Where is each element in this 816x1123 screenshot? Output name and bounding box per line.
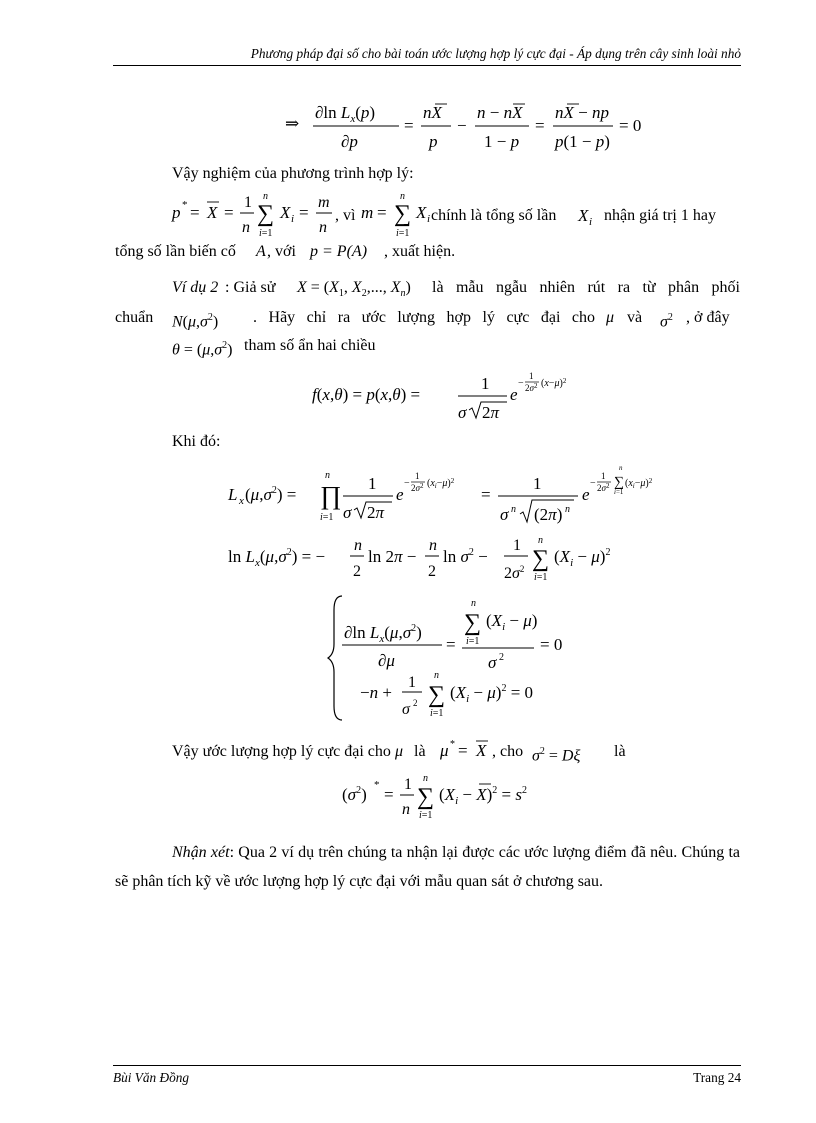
footer-rule bbox=[113, 1065, 741, 1066]
svg-text:(xi−μ)2: $(x_i-\mu)^2$ bbox=[625, 477, 653, 490]
conclusion-mu: μ bbox=[395, 743, 404, 760]
svg-text:n − nX: n − nX bbox=[477, 103, 523, 122]
svg-text:(Xi − μ)2 = 0: $(X_i - \mu)^2 = 0$ bbox=[450, 683, 534, 705]
svg-text:1: 1 bbox=[529, 371, 534, 381]
svg-text:−: − bbox=[590, 478, 596, 489]
svg-text:n: n bbox=[471, 598, 476, 609]
svg-text:1: 1 bbox=[415, 471, 420, 481]
svg-text:−n +: −n + bbox=[360, 683, 392, 702]
symbol-xi bbox=[578, 204, 600, 230]
svg-text:n: n bbox=[423, 773, 428, 784]
svg-text:X: X bbox=[416, 203, 427, 222]
svg-text:=: = bbox=[481, 485, 491, 504]
svg-text:= 0: = 0 bbox=[619, 116, 642, 135]
svg-text:p: p bbox=[172, 203, 181, 222]
svg-text:i=1: i=1 bbox=[614, 488, 624, 496]
svg-text:2: 2 bbox=[499, 652, 504, 663]
svg-text:i: i bbox=[291, 213, 295, 225]
remark-text: : Qua 2 ví dụ trên chúng ta nhận lại được các ước lượng điểm đã nêu. Chúng ta sẽ phân tích kỹ về ước lượng hợp lý cực đại với mẫu quan sát ở chương sau. bbox=[115, 844, 740, 890]
svg-text:(Xi − μ): $(X_i - \mu)$ bbox=[486, 611, 538, 633]
svg-text:(μ,σ2) =: $(\mu,\sigma^2)$ = bbox=[245, 485, 297, 504]
equation-log-likelihood bbox=[228, 534, 628, 594]
example-text-1: : Giả sử bbox=[225, 279, 276, 296]
svg-text:p: p bbox=[429, 132, 438, 151]
svg-text:= 0: = 0 bbox=[540, 635, 563, 654]
count-text-1: chính là tổng số lần bbox=[431, 207, 557, 224]
svg-text:1: 1 bbox=[408, 674, 416, 691]
khi-do-label: Khi đó: bbox=[172, 433, 221, 450]
count-text-2: nhận giá trị 1 hay bbox=[604, 207, 716, 224]
svg-text:∑: ∑ bbox=[464, 610, 482, 636]
svg-text:1: 1 bbox=[244, 194, 252, 211]
svg-text:x: x bbox=[239, 495, 244, 507]
svg-text:nX: nX bbox=[423, 103, 442, 122]
svg-text:=: = bbox=[446, 635, 456, 654]
svg-text:∑: ∑ bbox=[614, 475, 624, 490]
svg-text:i=1: i=1 bbox=[259, 228, 273, 239]
svg-text:i: i bbox=[589, 216, 593, 228]
svg-text:−: − bbox=[404, 478, 410, 489]
theta-def: $\theta = (\mu,\sigma^2)$ bbox=[172, 340, 233, 359]
conclusion-3: , cho bbox=[492, 743, 524, 760]
svg-text:n: n bbox=[400, 191, 405, 202]
svg-text:1: 1 bbox=[601, 471, 606, 481]
svg-text:∂ln Lx(p): ∂ln $L_x(p)$ bbox=[315, 103, 376, 125]
svg-text:*: * bbox=[374, 779, 380, 791]
svg-text:∑: ∑ bbox=[257, 201, 275, 227]
svg-text:n: n bbox=[538, 535, 543, 546]
remark-label: Nhận xét bbox=[172, 844, 230, 861]
event-line-1: tổng số lần biến cố bbox=[115, 243, 236, 260]
conclusion-1: Vậy ước lượng hợp lý cực đại cho bbox=[172, 743, 391, 760]
svg-text:(x−μ)2: $(x-\mu)^2$ bbox=[541, 377, 567, 389]
svg-text:e: e bbox=[396, 485, 404, 504]
footer-page-number: Trang 24 bbox=[693, 1070, 741, 1085]
svg-text:σ: σ bbox=[458, 403, 467, 422]
running-header: Phương pháp đại số cho bài toán ước lượng hợp lý cực đại - Áp dụng trên cây sinh loài nhỏ bbox=[250, 46, 741, 61]
svg-text:2σ2: $2\sigma^2$ bbox=[525, 382, 538, 393]
svg-text:n: n bbox=[619, 464, 623, 472]
svg-text:n: n bbox=[325, 470, 330, 481]
conclusion-4: là bbox=[614, 743, 626, 760]
svg-text:1 − p: 1 − p bbox=[484, 132, 520, 151]
svg-text:n: n bbox=[429, 537, 437, 554]
example-text-5: và bbox=[627, 309, 643, 326]
svg-text:i=1: i=1 bbox=[396, 228, 410, 239]
example-text-3: chuẩn bbox=[115, 309, 154, 326]
svg-text:1: 1 bbox=[368, 474, 377, 493]
equation-density bbox=[312, 364, 612, 424]
svg-text:n: n bbox=[319, 219, 327, 236]
svg-text:=: = bbox=[377, 203, 387, 222]
svg-text:2σ2: $2\sigma^2$ bbox=[411, 482, 424, 493]
mu-symbol: μ bbox=[606, 309, 615, 326]
equation-variance-estimate bbox=[342, 772, 562, 828]
svg-text:∂μ: ∂μ bbox=[378, 651, 395, 670]
svg-text:1: 1 bbox=[481, 374, 490, 393]
header-rule bbox=[113, 65, 741, 66]
svg-text:σ: σ bbox=[402, 701, 410, 718]
example-text-2: là mẫu ngẫu nhiên rút ra từ phân phối bbox=[432, 279, 740, 296]
svg-text:∑: ∑ bbox=[417, 784, 435, 810]
equation-likelihood bbox=[228, 456, 688, 536]
svg-text:⇒: ⇒ bbox=[285, 114, 300, 133]
svg-text:i=1: i=1 bbox=[466, 636, 480, 647]
svg-text:n: n bbox=[434, 670, 439, 681]
svg-text:=: = bbox=[535, 116, 545, 135]
svg-text:2π: 2π bbox=[367, 503, 385, 522]
example-text-7: tham số ẩn hai chiều bbox=[244, 337, 376, 354]
equation-system bbox=[330, 592, 620, 727]
svg-text:∂ln Lx(μ,σ2): ∂ln $L_x(\mu,\sigma^2)$ bbox=[344, 623, 422, 645]
remark-paragraph bbox=[115, 838, 740, 896]
svg-text:X: X bbox=[207, 203, 218, 222]
sample-vector: $X = (X_1$, $X_2$,..., $X_n$) bbox=[297, 279, 411, 300]
svg-text:e: e bbox=[582, 485, 590, 504]
svg-text:i=1: i=1 bbox=[430, 708, 444, 719]
svg-text:=: = bbox=[190, 203, 200, 222]
svg-text:=: = bbox=[384, 785, 394, 804]
svg-text:σ: σ bbox=[488, 653, 497, 672]
event-probability: p = P(A) bbox=[310, 243, 368, 260]
svg-text:m: m bbox=[318, 194, 330, 211]
svg-text:1: 1 bbox=[404, 776, 412, 793]
svg-text:∏: ∏ bbox=[320, 481, 342, 510]
example-text-4: . Hãy chỉ ra ước lượng hợp lý cực đại cho bbox=[253, 309, 595, 326]
svg-text:n: n bbox=[565, 504, 570, 515]
svg-text:=: = bbox=[458, 741, 468, 760]
svg-text:ln Lx(μ,σ2) = −: $\ln L_x(\mu,\sigma^2)$ = − bbox=[228, 547, 326, 569]
svg-text:n: n bbox=[402, 801, 410, 818]
svg-text:2: 2 bbox=[428, 563, 436, 580]
svg-text:i: i bbox=[427, 213, 431, 225]
svg-text:−: − bbox=[518, 378, 524, 389]
normal-dist: $N(\mu,\sigma^2)$ bbox=[172, 312, 219, 331]
svg-text:f(x,θ) = p(x,θ) =: f(x,θ) = p(x,θ) = bbox=[312, 385, 421, 404]
sigma2-symbol: $\sigma^2$ bbox=[660, 312, 673, 331]
svg-text:i=1: i=1 bbox=[320, 512, 334, 523]
example-text-6: , ở đây bbox=[686, 309, 730, 326]
svg-text:−: − bbox=[457, 116, 467, 135]
svg-text:i=1: i=1 bbox=[419, 810, 433, 821]
svg-text:m: m bbox=[361, 203, 374, 222]
event-line-3: , xuất hiện. bbox=[384, 243, 456, 260]
svg-text:n: n bbox=[354, 537, 362, 554]
conclusion-2: là bbox=[414, 743, 426, 760]
svg-text:X: X bbox=[578, 206, 589, 225]
svg-text:2σ2: $2\sigma^2$ bbox=[597, 482, 610, 493]
svg-text:2π: 2π bbox=[482, 403, 500, 422]
equation-derivative bbox=[285, 98, 642, 154]
vi-text: , vì bbox=[335, 207, 356, 224]
svg-text:1: 1 bbox=[513, 537, 521, 554]
svg-text:2σ2: $2\sigma^2$ bbox=[504, 564, 525, 582]
svg-text:2: 2 bbox=[353, 563, 361, 580]
svg-text:μ: μ bbox=[440, 741, 449, 760]
svg-text:1: 1 bbox=[533, 474, 542, 493]
svg-text:e: e bbox=[510, 385, 518, 404]
event-symbol: A bbox=[256, 243, 266, 260]
svg-text:p(1 − p): p(1 − p) bbox=[555, 132, 610, 151]
likelihood-root-label: Vậy nghiệm của phương trình hợp lý: bbox=[172, 165, 414, 182]
svg-text:n: n bbox=[511, 504, 516, 515]
svg-text:(σ2): $(\sigma^2)$ bbox=[342, 785, 367, 804]
svg-text:=: = bbox=[224, 203, 234, 222]
example-label: Ví dụ 2 bbox=[172, 279, 219, 296]
svg-text:L: L bbox=[228, 485, 238, 504]
svg-text:nX − np: nX − np bbox=[555, 103, 609, 122]
svg-text:i=1: i=1 bbox=[534, 572, 548, 583]
svg-text:=: = bbox=[299, 203, 309, 222]
svg-text:X: X bbox=[476, 741, 487, 760]
svg-text:*: * bbox=[450, 739, 455, 750]
svg-text:∑: ∑ bbox=[532, 546, 550, 572]
svg-text:∑: ∑ bbox=[428, 682, 446, 708]
svg-text:∑: ∑ bbox=[394, 201, 412, 227]
svg-text:*: * bbox=[182, 199, 188, 211]
event-line-2: , với bbox=[267, 243, 296, 260]
svg-text:=: = bbox=[404, 116, 414, 135]
svg-text:n: n bbox=[242, 219, 250, 236]
svg-text:ln σ2 −: $\ln \sigma^2$ − bbox=[443, 547, 488, 566]
svg-text:n: n bbox=[263, 191, 268, 202]
conclusion-variance: $\sigma^2 = D\xi$ bbox=[532, 746, 581, 765]
svg-text:(Xi − X)2 = s2: $(X_i - X)^2 = s^2$ bbox=[439, 785, 527, 807]
footer-author: Bùi Văn Đồng bbox=[113, 1070, 190, 1085]
svg-text:∂p: ∂p bbox=[341, 132, 358, 151]
svg-text:ln 2π −: ln 2π − bbox=[368, 547, 417, 566]
svg-text:(Xi − μ)2: $(X_i - \mu)^2$ bbox=[554, 547, 611, 569]
svg-text:X: X bbox=[280, 203, 291, 222]
svg-text:2: 2 bbox=[413, 698, 418, 708]
svg-text:(xi−μ)2: $(x_i-\mu)^2$ bbox=[427, 477, 455, 490]
svg-text:σ: σ bbox=[500, 505, 509, 524]
svg-text:(2π): (2π) bbox=[534, 505, 563, 524]
svg-text:σ: σ bbox=[343, 503, 352, 522]
